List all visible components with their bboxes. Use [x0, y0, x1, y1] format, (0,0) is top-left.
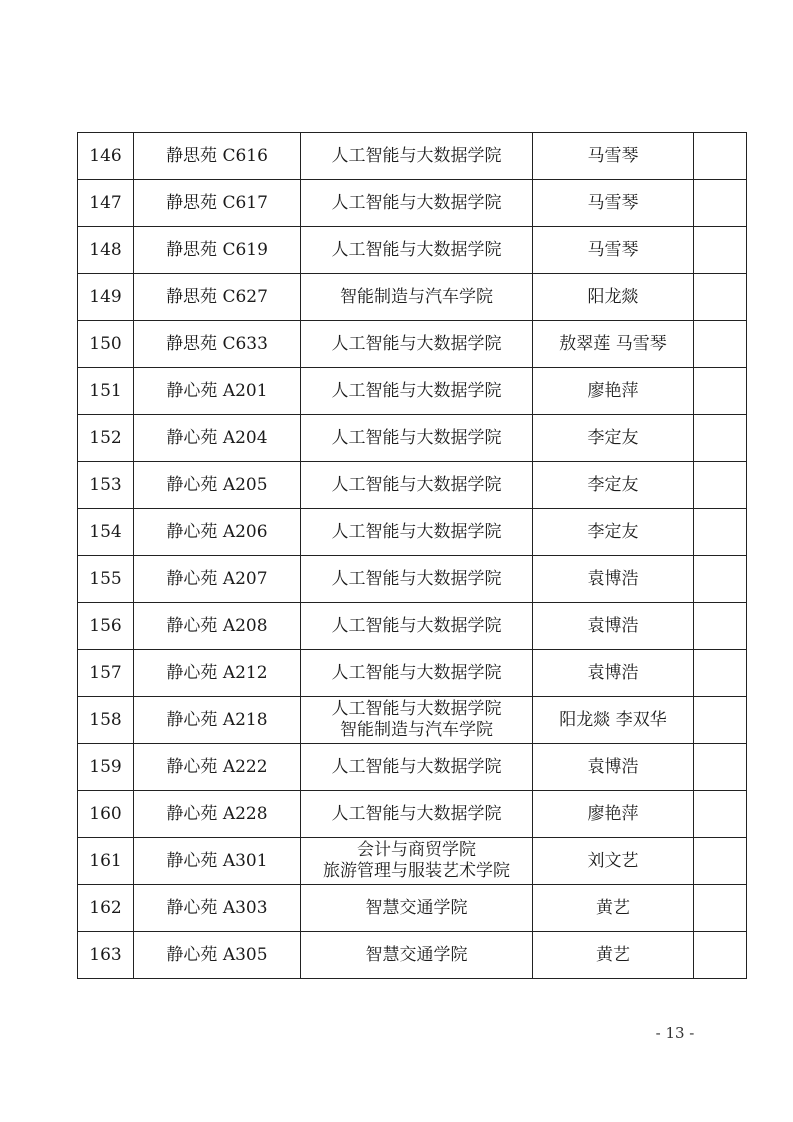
room-cell: 静思苑 C617: [134, 180, 301, 227]
table-row: [78, 650, 747, 697]
college-name: 人工智能与大数据学院: [331, 615, 502, 636]
college-name: 智能制造与汽车学院: [340, 720, 493, 740]
person-cell: 廖艳萍: [533, 791, 694, 838]
row-number-cell: 146: [78, 133, 134, 180]
room-cell: 静心苑 A305: [134, 932, 301, 979]
row-number-cell: 156: [78, 603, 134, 650]
college-cell: [301, 133, 533, 180]
room-cell: 静思苑 C616: [134, 133, 301, 180]
note-cell: [694, 885, 747, 932]
note-cell: [694, 274, 747, 321]
row-number-cell: 158: [78, 697, 134, 744]
college-cell: [301, 368, 533, 415]
note-cell: [694, 791, 747, 838]
person-cell: 李定友: [533, 509, 694, 556]
room-cell: 静思苑 C633: [134, 321, 301, 368]
note-cell: [694, 650, 747, 697]
person-cell: 袁博浩: [533, 603, 694, 650]
note-cell: [694, 932, 747, 979]
row-number-cell: 160: [78, 791, 134, 838]
row-number-cell: 147: [78, 180, 134, 227]
note-cell: [694, 368, 747, 415]
college-cell: [301, 415, 533, 462]
college-name: 人工智能与大数据学院: [331, 474, 502, 495]
room-cell: 静心苑 A208: [134, 603, 301, 650]
college-cell: [301, 603, 533, 650]
college-cell: [301, 180, 533, 227]
room-cell: 静心苑 A204: [134, 415, 301, 462]
college-cell: [301, 791, 533, 838]
note-cell: [694, 697, 747, 744]
note-cell: [694, 180, 747, 227]
college-name: 人工智能与大数据学院: [331, 239, 502, 260]
person-cell: 阳龙燚: [533, 274, 694, 321]
row-number-cell: 159: [78, 744, 134, 791]
room-cell: 静思苑 C619: [134, 227, 301, 274]
table-row: [78, 744, 747, 791]
college-name: 智慧交通学院: [365, 944, 468, 965]
row-number-cell: 151: [78, 368, 134, 415]
college-name: 人工智能与大数据学院: [331, 192, 502, 213]
college-name: 人工智能与大数据学院: [331, 380, 502, 401]
table-row: [78, 462, 747, 509]
room-cell: 静心苑 A206: [134, 509, 301, 556]
college-cell: [301, 650, 533, 697]
row-number-cell: 161: [78, 838, 134, 885]
college-cell: [301, 227, 533, 274]
room-cell: 静心苑 A303: [134, 885, 301, 932]
note-cell: [694, 509, 747, 556]
person-cell: 李定友: [533, 415, 694, 462]
college-cell: [301, 932, 533, 979]
row-number-cell: 162: [78, 885, 134, 932]
college-cell: [301, 556, 533, 603]
college-name: 人工智能与大数据学院: [331, 699, 502, 719]
room-cell: 静心苑 A201: [134, 368, 301, 415]
college-name: 人工智能与大数据学院: [331, 145, 502, 166]
table-body: [78, 133, 747, 979]
college-cell: [301, 838, 533, 885]
college-cell: [301, 274, 533, 321]
college-cell: [301, 697, 533, 744]
note-cell: [694, 415, 747, 462]
person-cell: 袁博浩: [533, 556, 694, 603]
person-cell: 廖艳萍: [533, 368, 694, 415]
room-cell: 静心苑 A301: [134, 838, 301, 885]
person-cell: 敖翠莲 马雪琴: [533, 321, 694, 368]
room-cell: 静心苑 A212: [134, 650, 301, 697]
person-cell: 袁博浩: [533, 650, 694, 697]
college-name: 人工智能与大数据学院: [331, 521, 502, 542]
row-number-cell: 149: [78, 274, 134, 321]
table-row: [78, 791, 747, 838]
room-cell: 静心苑 A205: [134, 462, 301, 509]
table-row: [78, 321, 747, 368]
row-number-cell: 153: [78, 462, 134, 509]
college-name: 智慧交通学院: [365, 897, 468, 918]
person-cell: 马雪琴: [533, 227, 694, 274]
person-cell: 刘文艺: [533, 838, 694, 885]
page-number: - 13 -: [655, 1024, 695, 1042]
row-number-cell: 148: [78, 227, 134, 274]
row-number-cell: 154: [78, 509, 134, 556]
college-name: 会计与商贸学院: [357, 840, 476, 860]
table-row: [78, 603, 747, 650]
room-cell: 静心苑 A228: [134, 791, 301, 838]
table-row: [78, 556, 747, 603]
note-cell: [694, 227, 747, 274]
college-name: 人工智能与大数据学院: [331, 333, 502, 354]
table-row: [78, 368, 747, 415]
college-cell: [301, 744, 533, 791]
room-cell: 静心苑 A207: [134, 556, 301, 603]
person-cell: 黄艺: [533, 932, 694, 979]
row-number-cell: 150: [78, 321, 134, 368]
room-cell: 静心苑 A222: [134, 744, 301, 791]
college-name: 智能制造与汽车学院: [340, 286, 493, 307]
note-cell: [694, 556, 747, 603]
table-row: [78, 227, 747, 274]
college-name: 人工智能与大数据学院: [331, 427, 502, 448]
room-cell: 静思苑 C627: [134, 274, 301, 321]
note-cell: [694, 462, 747, 509]
note-cell: [694, 838, 747, 885]
person-cell: 阳龙燚 李双华: [533, 697, 694, 744]
table-row: [78, 133, 747, 180]
note-cell: [694, 133, 747, 180]
row-number-cell: 163: [78, 932, 134, 979]
person-cell: 袁博浩: [533, 744, 694, 791]
note-cell: [694, 744, 747, 791]
college-cell: [301, 885, 533, 932]
row-number-cell: 157: [78, 650, 134, 697]
room-cell: 静心苑 A218: [134, 697, 301, 744]
table-row: [78, 415, 747, 462]
college-name: 人工智能与大数据学院: [331, 803, 502, 824]
person-cell: 马雪琴: [533, 180, 694, 227]
dormitory-assignment-table: [77, 132, 747, 979]
table-row: [78, 838, 747, 885]
college-name: 旅游管理与服装艺术学院: [323, 861, 510, 881]
college-name: 人工智能与大数据学院: [331, 756, 502, 777]
row-number-cell: 155: [78, 556, 134, 603]
college-cell: [301, 509, 533, 556]
table-row: [78, 180, 747, 227]
college-cell: [301, 321, 533, 368]
table-row: [78, 274, 747, 321]
note-cell: [694, 603, 747, 650]
table-row: [78, 509, 747, 556]
person-cell: 李定友: [533, 462, 694, 509]
table-row: [78, 697, 747, 744]
note-cell: [694, 321, 747, 368]
college-name: 人工智能与大数据学院: [331, 568, 502, 589]
person-cell: 黄艺: [533, 885, 694, 932]
row-number-cell: 152: [78, 415, 134, 462]
person-cell: 马雪琴: [533, 133, 694, 180]
table-row: [78, 885, 747, 932]
college-cell: [301, 462, 533, 509]
table-row: [78, 932, 747, 979]
college-name: 人工智能与大数据学院: [331, 662, 502, 683]
